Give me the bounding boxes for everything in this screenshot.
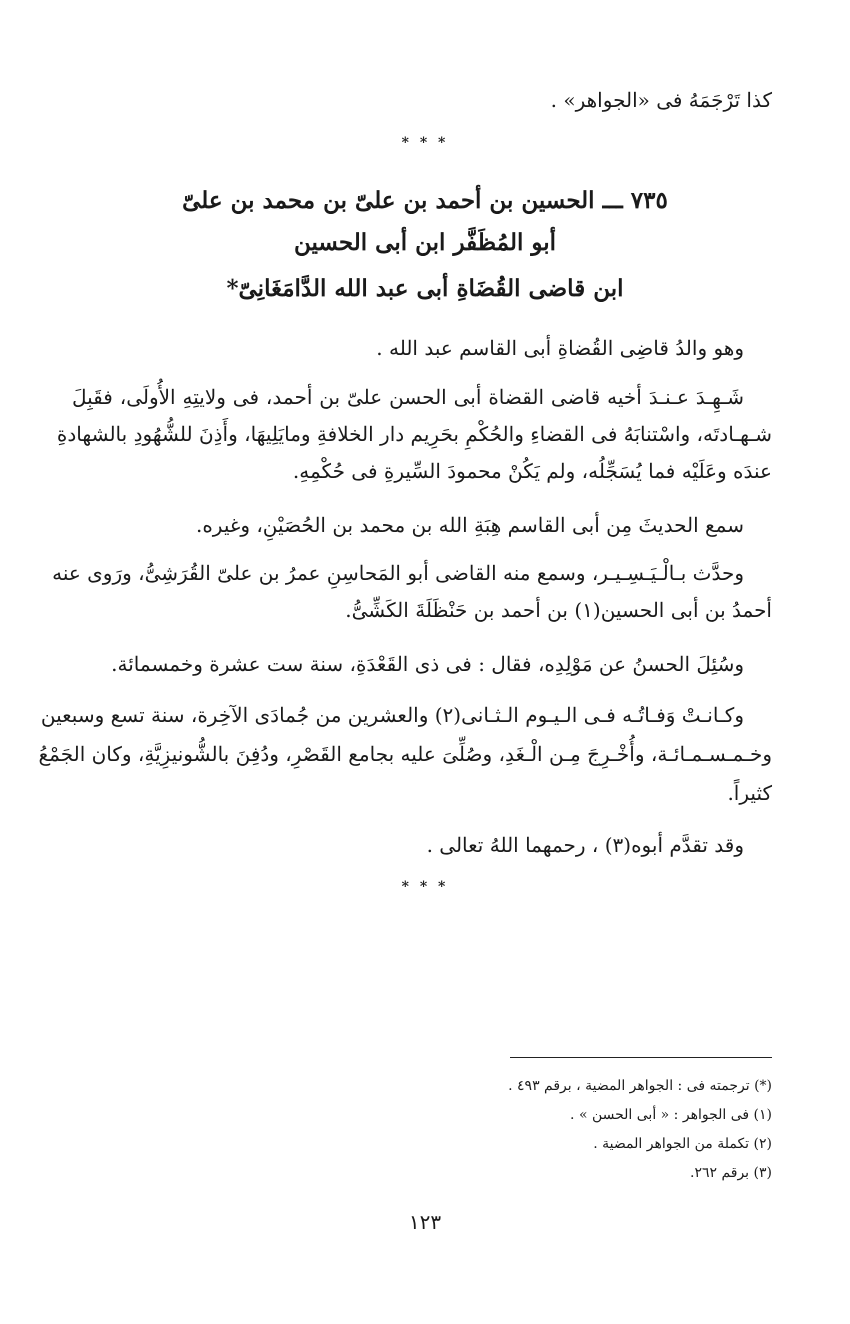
paragraph-death-line-3: كثيراً.	[727, 781, 772, 805]
entry-heading-line-3: ابن قاضى القُضَاةِ أبى عبد الله الدَّامَغَانِىّ*	[226, 275, 624, 302]
footnote-rule	[510, 1057, 772, 1058]
paragraph-testimony-line-1: شَـهِـدَ عـنـدَ أخيه قاضى القضاة أبى الحسن علىّ بن أحمد، فى ولايتِهِ الأُولَى، فقَبِلَ	[72, 385, 744, 409]
paragraph-narration-line-2: أحمدُ بن أبى الحسين(١) بن أحمد بن حَنْظَلَةَ الكَشِّىُّ.	[345, 598, 772, 622]
separator-bottom: * * *	[401, 879, 449, 895]
paragraph-father: وهو والدُ قاضِى القُضاةِ أبى القاسم عبد الله .	[376, 336, 744, 360]
paragraph-testimony-line-3: عندَه وعَلَيْه فما يُسَجِّلُه، ولم يَكُنْ محمودَ السِّيرةِ فى حُكْمِهِ.	[292, 459, 772, 483]
footnote-2: (٢) تكملة من الجواهر المضية .	[593, 1136, 772, 1152]
entry-heading-line-1: ٧٣٥ ـــ الحسين بن أحمد بن علىّ بن محمد بن علىّ	[182, 187, 668, 214]
intro-line: كذا تَرْجَمَهُ فى «الجواهر» .	[550, 88, 772, 112]
paragraph-birth: وسُئِلَ الحسنُ عن مَوْلِدِه، فقال : فى ذى القَعْدَةِ، سنة ست عشرة وخمسمائة.	[111, 652, 744, 676]
entry-heading-line-2: أبو المُظَفَّر ابن أبى الحسين	[293, 229, 557, 256]
paragraph-death-line-1: وكـانـتْ وَفـاتُـه فـى الـيـوم الـثـانى(٢) والعشرين من جُمادَى الآخِرة، سنة تسع وسبعين	[40, 703, 744, 727]
page-number: ١٢٣	[408, 1210, 442, 1234]
paragraph-hadith: سمع الحديثَ مِن أبى القاسم هِبَةِ الله بن محمد بن الحُصَيْنِ، وغيره.	[195, 513, 744, 537]
footnote-star: (*) ترجمته فى : الجواهر المضية ، برقم ٤٩٣ .	[508, 1078, 772, 1094]
separator-top: * * *	[401, 135, 449, 151]
paragraph-testimony-line-2: شـهـادتَه، واسْتنابَهُ فى القضاءِ والحُكْمِ بحَرِيم دار الخلافةِ ومايَلِيهَا، وأَذِنَ للشُّهُودِ بالشهادةِ	[56, 422, 772, 446]
footnote-3: (٣) برقم ٢٦٢.	[689, 1165, 772, 1181]
paragraph-narration-line-1: وحدَّث بـالْـيَـسِـيـر، وسمع منه القاضى أبو المَحاسِنِ عمرُ بن علىّ القُرَشِىُّ، ورَوى عنه	[52, 561, 744, 585]
paragraph-cross-reference: وقد تقدَّم أبوه(٣) ، رحمهما اللهُ تعالى .	[426, 833, 744, 857]
footnote-1: (١) فى الجواهر : « أبى الحسن » .	[570, 1107, 772, 1123]
paragraph-death-line-2: وخـمـسـمـائـة، وأُخْـرِجَ مِـن الْـغَدِ، وصُلِّىَ عليه بجامع القَصْرِ، ودُفِنَ بالشُّونيزِيَّةِ، وكان الجَمْعُ	[38, 742, 772, 766]
